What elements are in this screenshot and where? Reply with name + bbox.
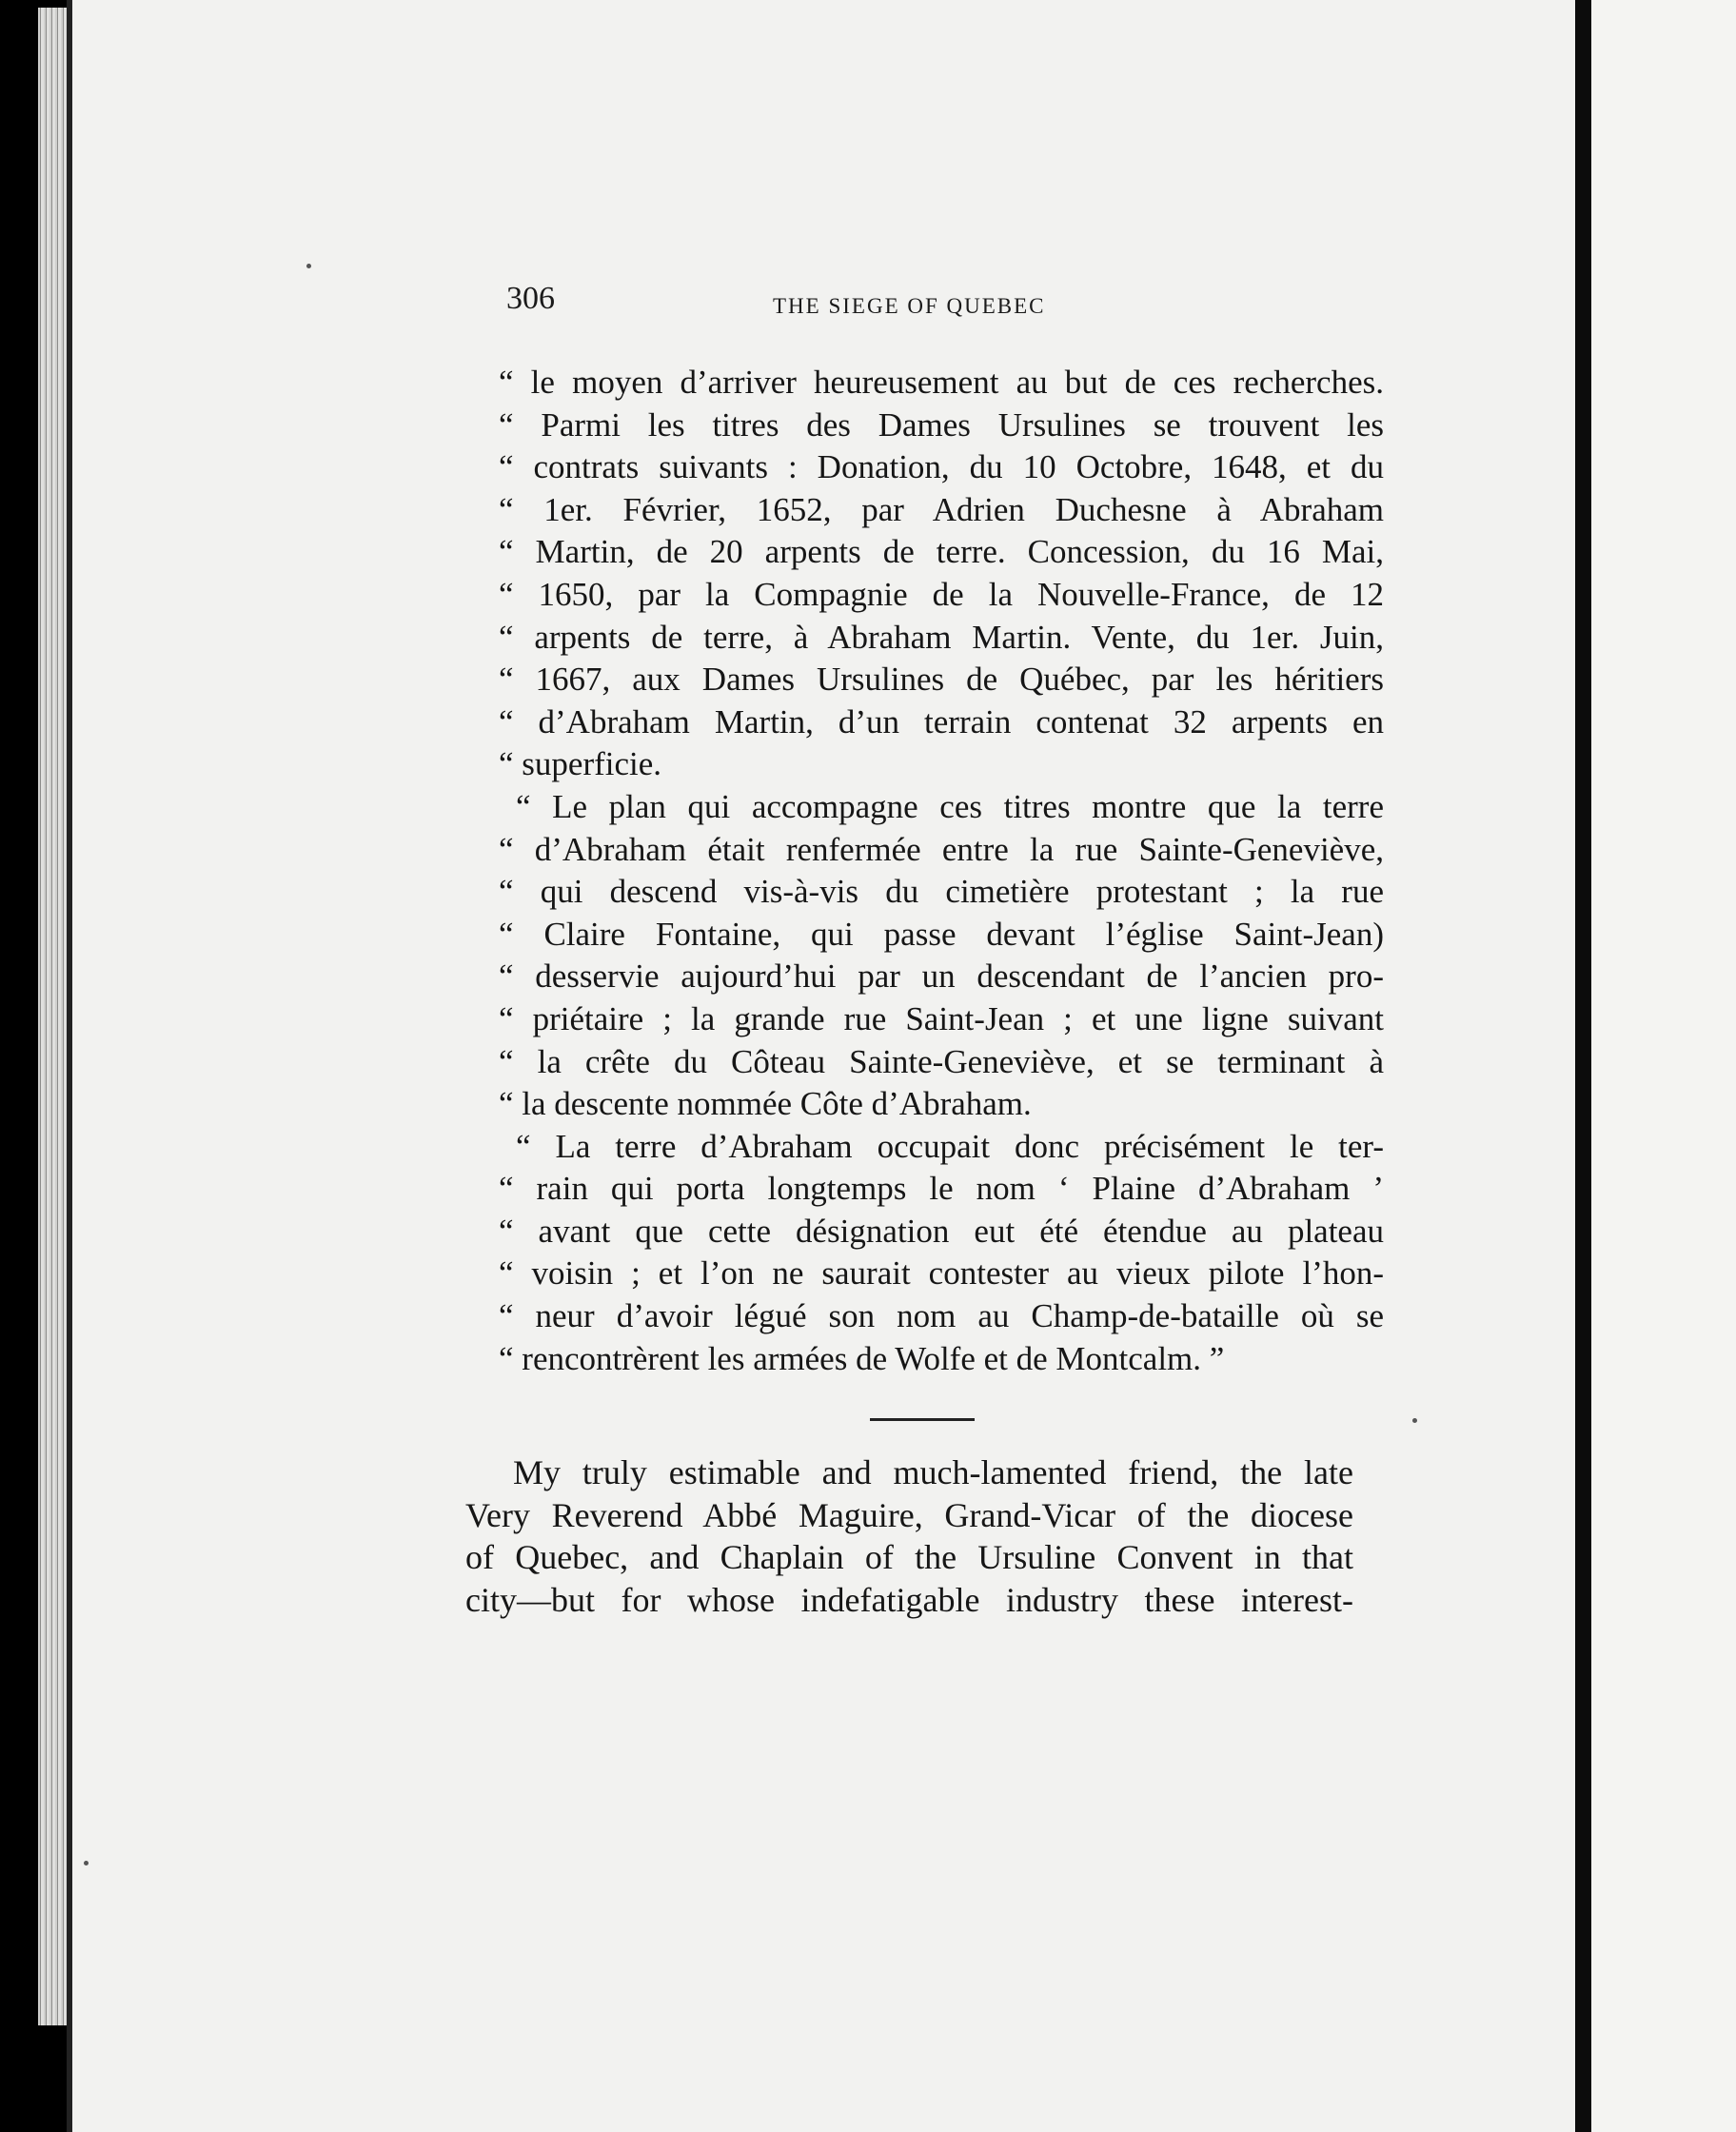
text-line: “ Le plan qui accompagne ces titres montre que la terre <box>516 787 1384 825</box>
facing-page-edge <box>1591 0 1736 2132</box>
text-line: Very Reverend Abbé Maguire, Grand-Vicar of the diocese <box>465 1495 1353 1534</box>
quoted-passage <box>499 362 1384 1380</box>
text-line: “ contrats suivants : Donation, du 10 Octobre, 1648, et du <box>499 448 1384 486</box>
text-line: “ rencontrèrent les armées de Wolfe et de Montcalm. ” <box>499 1339 1225 1377</box>
text-line: “ la descente nommée Côte d’Abraham. <box>499 1085 1032 1123</box>
text-line: “ La terre d’Abraham occupait donc précisément le ter- <box>516 1127 1384 1165</box>
text-line: “ desservie aujourd’hui par un descendant de l’ancien pro- <box>499 957 1384 996</box>
text-line: “ arpents de terre, à Abraham Martin. Vente, du 1er. Juin, <box>499 618 1384 656</box>
text-line: “ la crête du Côteau Sainte-Geneviève, et se terminant à <box>499 1042 1384 1080</box>
page-number: 306 <box>506 281 555 316</box>
text-line: city—but for whose indefatigable industry these interest- <box>465 1580 1353 1619</box>
text-line: “ neur d’avoir légué son nom au Champ-de-bataille où se <box>499 1297 1384 1335</box>
running-header <box>506 281 1458 328</box>
text-line: My truly estimable and much-lamented friend, the late <box>513 1453 1353 1491</box>
text-line: “ rain qui porta longtemps le nom ‘ Plaine d’Abraham ’ <box>499 1170 1384 1208</box>
section-divider <box>870 1418 975 1421</box>
text-line: “ priétaire ; la grande rue Saint-Jean ; et une ligne suivant <box>499 999 1384 1037</box>
dust-speck <box>84 1861 89 1866</box>
text-line: “ avant que cette désignation eut été étendue au plateau <box>499 1212 1384 1250</box>
text-line: “ Parmi les titres des Dames Ursulines se trouvent les <box>499 405 1384 444</box>
text-line: “ le moyen d’arriver heureusement au but de ces recherches. <box>499 364 1384 401</box>
text-line: “ 1er. Février, 1652, par Adrien Duchesne à Abraham <box>499 490 1384 528</box>
text-line: “ voisin ; et l’on ne saurait contester au vieux pilote l’hon- <box>499 1254 1384 1293</box>
text-line: “ Claire Fontaine, qui passe devant l’église Saint-Jean) <box>499 915 1384 953</box>
dust-speck <box>1412 1418 1417 1423</box>
book-gutter <box>1575 0 1591 2132</box>
text-line: “ 1667, aux Dames Ursulines de Québec, par les héritiers <box>499 661 1384 699</box>
running-title: THE SIEGE OF QUEBEC <box>773 294 1046 318</box>
text-line: of Quebec, and Chaplain of the Ursuline Convent in that <box>465 1538 1353 1577</box>
text-line: “ d’Abraham Martin, d’un terrain contenat 32 arpents en <box>499 702 1384 740</box>
text-line: “ 1650, par la Compagnie de la Nouvelle-France, de 12 <box>499 575 1384 613</box>
text-line: “ qui descend vis-à-vis du cimetière protestant ; la rue <box>499 873 1384 911</box>
text-line: “ superficie. <box>499 745 662 783</box>
text-line: “ d’Abraham était renfermée entre la rue Sainte-Geneviève, <box>499 830 1384 868</box>
body-paragraph <box>465 1451 1353 1621</box>
dust-speck <box>306 264 311 268</box>
text-line: “ Martin, de 20 arpents de terre. Concession, du 16 Mai, <box>499 533 1384 571</box>
